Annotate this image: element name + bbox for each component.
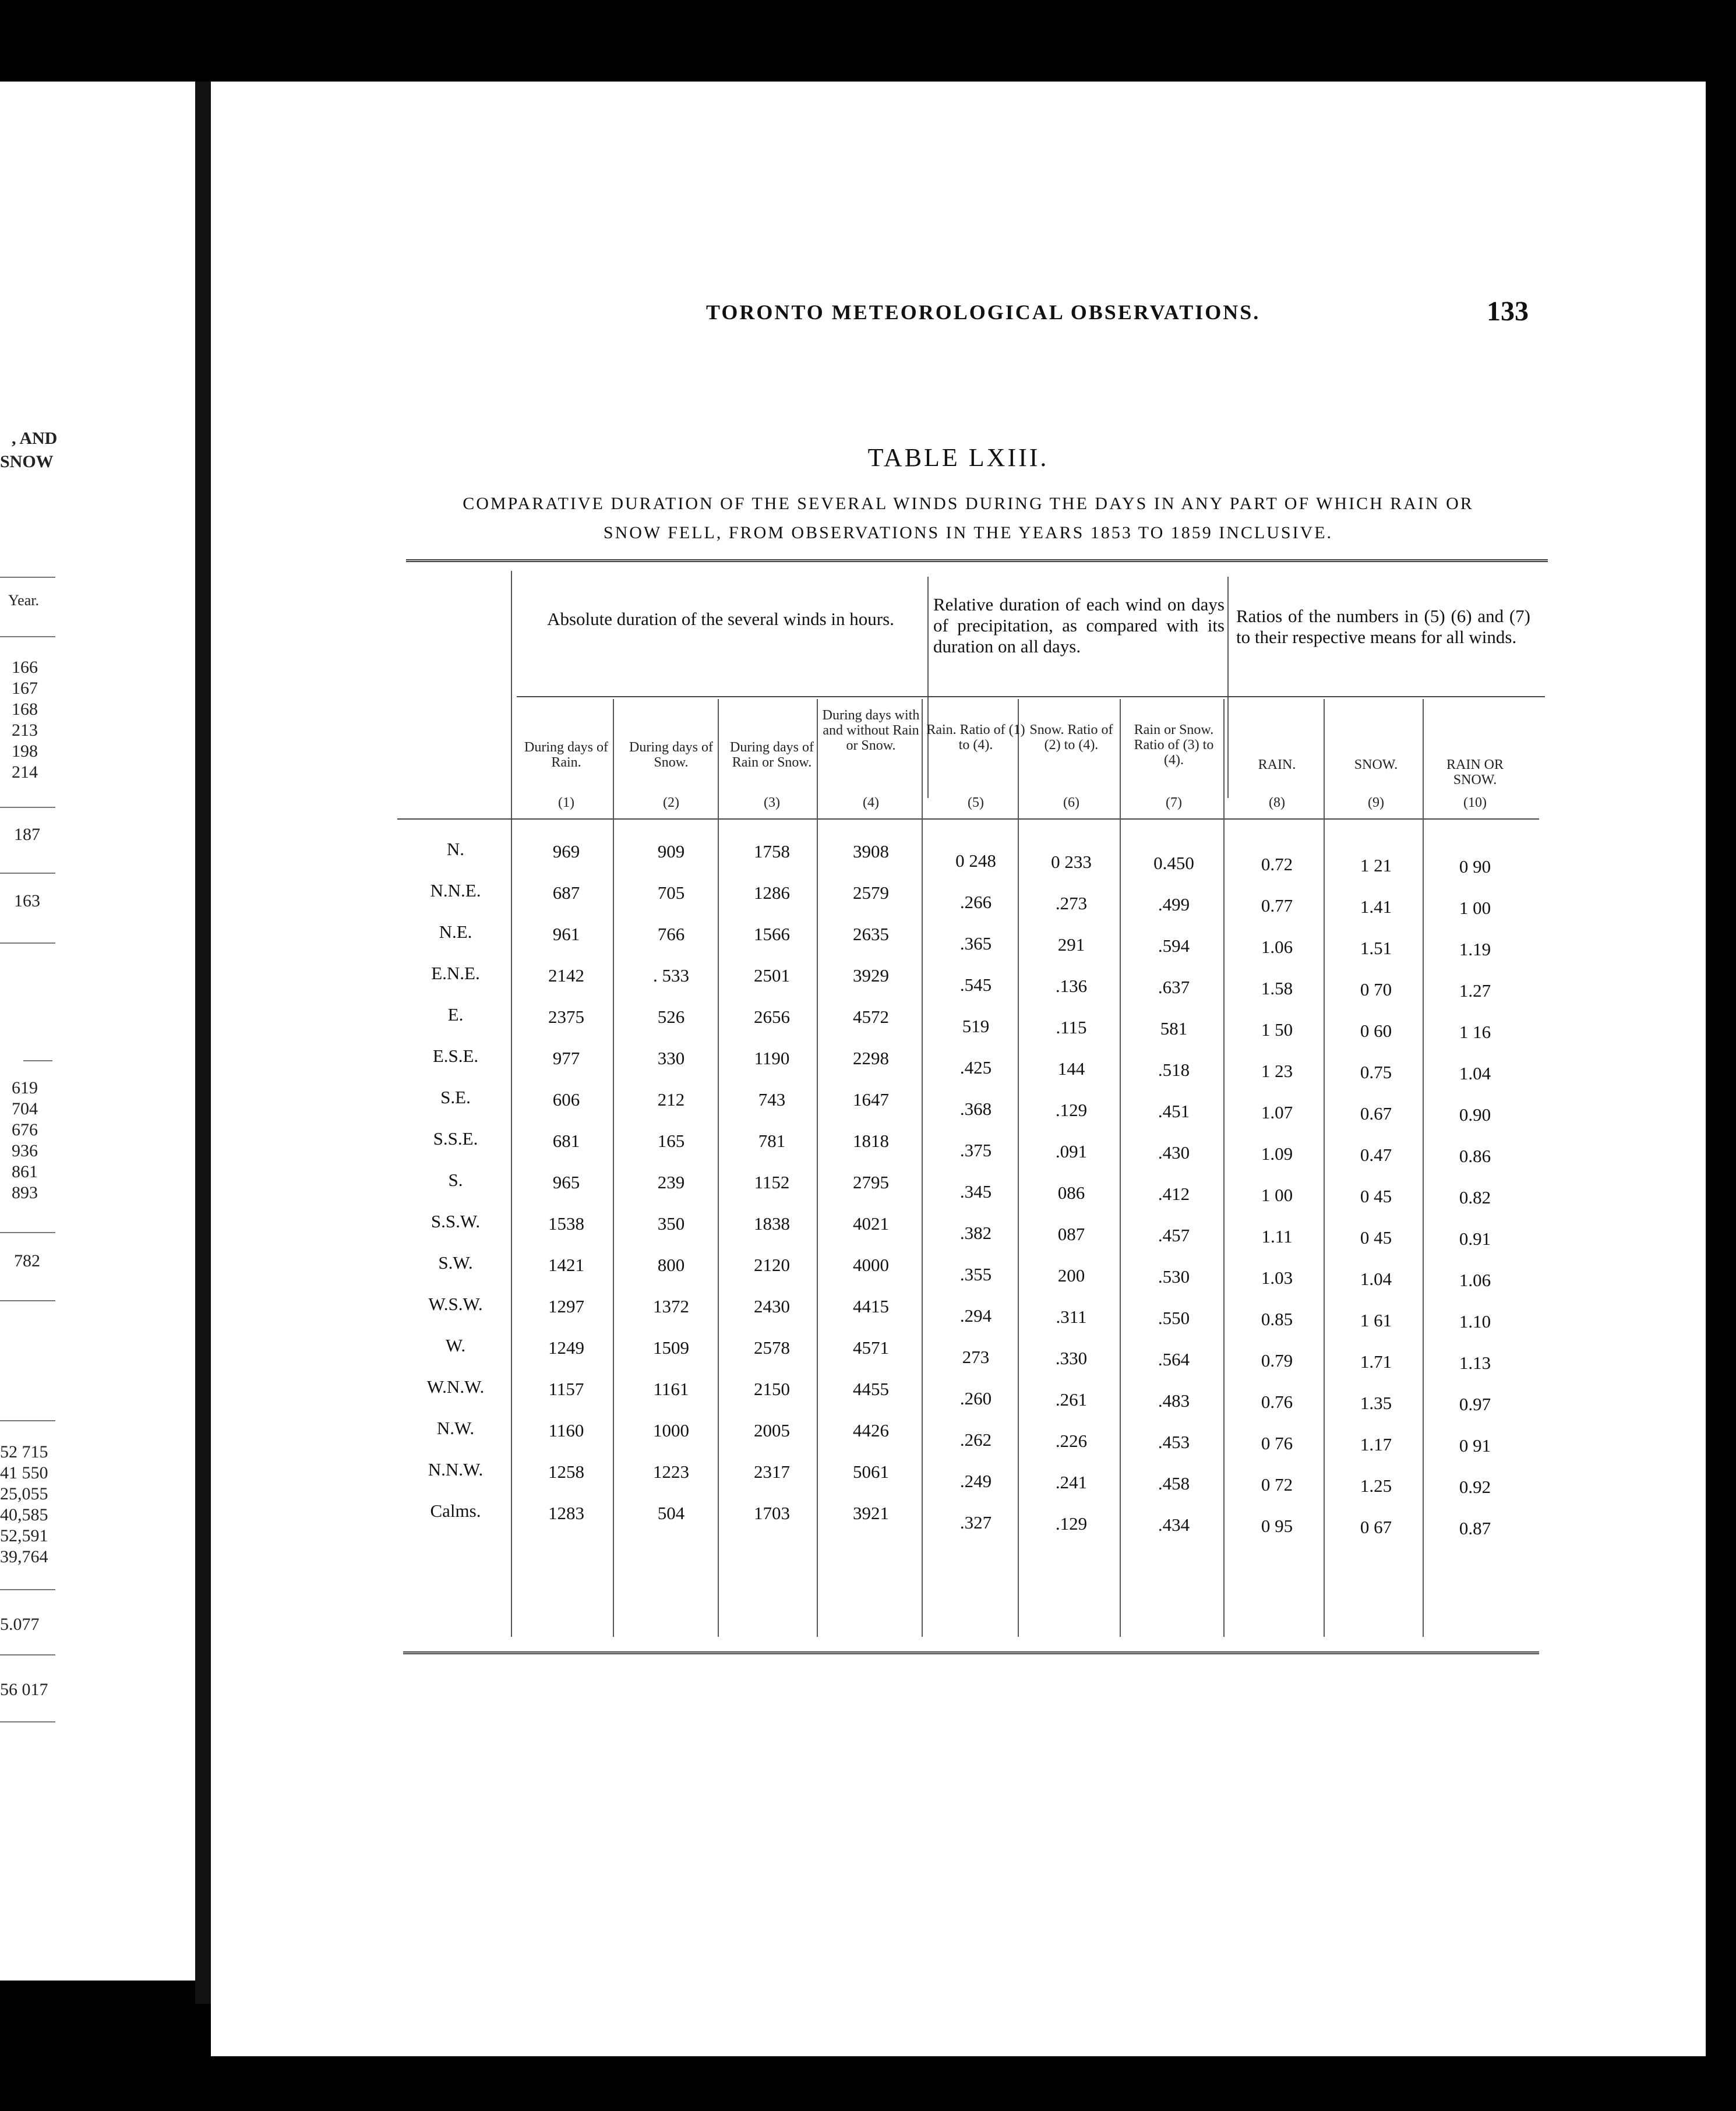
table-cell: 2501 (754, 965, 790, 986)
column-divider (817, 699, 818, 1637)
table-cell: .266 (959, 892, 992, 912)
table-cell: 1 23 (1261, 1061, 1293, 1081)
table-cell: 0.72 (1261, 854, 1293, 874)
table-cell: 0.450 (1153, 853, 1194, 873)
table-cell: .453 (1158, 1432, 1190, 1452)
table-cell: 1.17 (1360, 1434, 1392, 1455)
table-cell: 0 72 (1261, 1474, 1293, 1495)
table-cell: .564 (1158, 1349, 1190, 1369)
left-block-3 (0, 1442, 48, 1568)
table-cell: .330 (1055, 1348, 1088, 1368)
table-cell: 1283 (548, 1503, 584, 1523)
table-cell: .249 (959, 1471, 992, 1491)
table-cell: 681 (552, 1131, 580, 1151)
wind-duration-table (211, 82, 1706, 2056)
table-cell: 3921 (853, 1503, 889, 1523)
table-cell: 1 50 (1261, 1019, 1293, 1040)
table-cell: 1.58 (1261, 978, 1293, 998)
table-cell: 1190 (754, 1048, 790, 1068)
column-header-9: SNOW. (1354, 757, 1398, 772)
table-cell: 1.27 (1459, 980, 1491, 1001)
group-header-ratios: Ratios of the numbers in (5) (6) and (7) to their respective means for all winds. (1236, 606, 1530, 647)
table-cell: 0 60 (1360, 1021, 1392, 1041)
left-value: 167 (12, 679, 38, 698)
table-cell: 0.75 (1360, 1062, 1392, 1082)
column-header-6: Snow. Ratio of (2) to (4). (1029, 722, 1113, 753)
table-cell: 4426 (853, 1420, 889, 1441)
table-cell: 0 67 (1360, 1517, 1392, 1537)
table-cell: 1509 (653, 1337, 689, 1358)
column-header-8: RAIN. (1258, 757, 1296, 772)
table-cell: 086 (1057, 1182, 1085, 1203)
subtitle-line-1: COMPARATIVE DURATION OF THE SEVERAL WINDS DURING THE DAYS IN ANY PART OF WHICH RAIN OR (463, 494, 1474, 513)
table-cell: 977 (552, 1048, 580, 1068)
table-cell: .412 (1158, 1184, 1190, 1204)
table-cell: 1161 (653, 1379, 689, 1399)
table-cell: .637 (1158, 977, 1190, 997)
table-cell: .375 (959, 1140, 992, 1160)
table-bottom-rule (403, 1651, 1539, 1654)
table-cell: . 533 (653, 965, 689, 986)
table-cell: 3908 (853, 841, 889, 862)
table-cell: 766 (657, 924, 685, 944)
table-cell: 0 90 (1459, 856, 1491, 877)
left-page-fragment (0, 82, 195, 1981)
table-cell: 0 248 (955, 850, 996, 871)
table-cell: 1.07 (1261, 1102, 1293, 1122)
table-cell: 0.77 (1261, 895, 1293, 916)
column-header-1: During days of Rain. (524, 740, 608, 770)
table-cell: 0.87 (1459, 1518, 1491, 1538)
column-header-4: During days with and without Rain or Snow. (822, 708, 920, 753)
left-value: 52,591 (0, 1526, 48, 1545)
table-cell: 1.71 (1360, 1351, 1392, 1372)
table-cell: 0 45 (1360, 1227, 1392, 1248)
column-divider (1324, 699, 1325, 1637)
table-cell: 0.67 (1360, 1103, 1392, 1124)
table-cell: 0.82 (1459, 1187, 1491, 1208)
table-cell: 2142 (548, 965, 584, 986)
running-head: TORONTO METEOROLOGICAL OBSERVATIONS. (706, 301, 1261, 324)
table-cell: 1286 (754, 882, 790, 903)
table-cell: 0.97 (1459, 1394, 1491, 1414)
left-value: 861 (12, 1162, 38, 1181)
table-cell: 1152 (754, 1172, 790, 1192)
left-value: 56 017 (0, 1680, 48, 1699)
column-number-7: (7) (1166, 795, 1182, 810)
table-cell: 965 (552, 1172, 580, 1192)
left-value: 52 715 (0, 1442, 48, 1462)
left-value: 704 (12, 1099, 38, 1118)
table-cell: 239 (657, 1172, 685, 1192)
column-number-6: (6) (1063, 795, 1079, 810)
table-cell: 961 (552, 924, 580, 944)
table-cell: .530 (1158, 1266, 1190, 1287)
wind-direction-label: S.E. (440, 1087, 471, 1107)
table-cell: .241 (1055, 1472, 1088, 1492)
table-cell: .457 (1158, 1225, 1190, 1245)
table-cell: .261 (1055, 1389, 1088, 1410)
book-gutter (195, 82, 211, 2004)
table-cell: 0.85 (1261, 1309, 1293, 1329)
left-value: 5.077 (0, 1615, 40, 1634)
column-number-4: (4) (863, 795, 879, 810)
wind-direction-label: N. (446, 839, 465, 859)
wind-direction-label: S.W. (438, 1252, 473, 1273)
table-cell: 350 (657, 1213, 685, 1234)
page-number: 133 (1487, 296, 1529, 327)
table-cell: 1.04 (1360, 1269, 1392, 1289)
table-cell: .451 (1158, 1101, 1190, 1121)
table-cell: 0.92 (1459, 1477, 1491, 1497)
table-cell: 606 (552, 1089, 580, 1110)
table-cell: .115 (1056, 1017, 1087, 1037)
table-title: TABLE LXIII. (867, 443, 1049, 472)
wind-direction-label: E.S.E. (432, 1046, 479, 1066)
table-cell: 3929 (853, 965, 889, 986)
table-cell: 2579 (853, 882, 889, 903)
table-cell: 4000 (853, 1255, 889, 1275)
left-value: 213 (12, 721, 38, 740)
table-cell: .425 (959, 1057, 992, 1078)
table-cell: .382 (959, 1223, 992, 1243)
column-divider (1223, 699, 1225, 1637)
column-number-9: (9) (1368, 795, 1384, 810)
table-cell: 1566 (754, 924, 790, 944)
table-cell: 781 (758, 1131, 786, 1151)
column-number-3: (3) (764, 795, 780, 810)
column-number-2: (2) (663, 795, 679, 810)
wind-direction-label: N.E. (439, 922, 472, 942)
table-cell: 1703 (754, 1503, 790, 1523)
table-cell: 165 (657, 1131, 685, 1151)
table-cell: .273 (1055, 893, 1088, 913)
table-cell: .262 (959, 1429, 992, 1450)
table-cell: 1372 (653, 1296, 689, 1316)
table-cell: 2430 (754, 1296, 790, 1316)
table-cell: 687 (552, 882, 580, 903)
left-value: 166 (12, 658, 38, 677)
column-header-2: During days of Snow. (629, 740, 713, 770)
table-cell: .430 (1158, 1142, 1190, 1163)
table-cell: .365 (959, 933, 992, 954)
left-col-header: Year. (8, 592, 39, 609)
table-cell: 1258 (548, 1462, 584, 1482)
table-cell: 909 (657, 841, 685, 862)
group-header-relative: Relative duration of each wind on days of precipitation, as compared with its duration on all days. (933, 594, 1225, 656)
table-cell: 1.25 (1360, 1475, 1392, 1496)
table-cell: 1 16 (1459, 1022, 1491, 1042)
wind-direction-label: N.N.W. (428, 1459, 484, 1480)
table-cell: .129 (1055, 1513, 1088, 1534)
left-value: 168 (12, 700, 38, 719)
table-cell: .129 (1055, 1100, 1088, 1120)
table-cell: 2795 (853, 1172, 889, 1192)
table-cell: 1000 (653, 1420, 689, 1441)
table-cell: 800 (657, 1255, 685, 1275)
table-cell: .226 (1055, 1431, 1088, 1451)
table-cell: 2150 (754, 1379, 790, 1399)
table-cell: 212 (657, 1089, 685, 1110)
table-cell: 1.11 (1261, 1226, 1293, 1247)
table-cell: .458 (1158, 1473, 1190, 1494)
table-cell: 4415 (853, 1296, 889, 1316)
column-divider (1120, 699, 1121, 1637)
wind-direction-label: Calms. (430, 1501, 481, 1521)
table-cell: 2120 (754, 1255, 790, 1275)
left-block-2 (12, 1078, 38, 1203)
table-cell: 0 76 (1261, 1433, 1293, 1453)
left-value: 41 550 (0, 1463, 48, 1482)
left-value: 782 (14, 1251, 40, 1270)
table-cell: 1157 (548, 1379, 584, 1399)
table-cell: 0.86 (1459, 1146, 1491, 1166)
table-cell: .545 (959, 975, 992, 995)
table-cell: 1160 (548, 1420, 584, 1441)
table-cell: 1249 (548, 1337, 584, 1358)
table-cell: 2656 (754, 1007, 790, 1027)
table-cell: .311 (1056, 1307, 1087, 1327)
left-value: 163 (14, 891, 40, 910)
column-divider (1018, 699, 1019, 1637)
table-cell: 526 (657, 1007, 685, 1027)
table-cell: 1 21 (1360, 855, 1392, 876)
column-number-10: (10) (1463, 795, 1487, 810)
table-cell: 504 (657, 1503, 685, 1523)
table-cell: .327 (959, 1512, 992, 1533)
table-cell: 1 61 (1360, 1310, 1392, 1330)
table-cell: 581 (1160, 1018, 1188, 1039)
table-cell: 1.04 (1459, 1063, 1491, 1083)
table-cell: 1.51 (1360, 938, 1392, 958)
table-cell: 0.79 (1261, 1350, 1293, 1371)
table-cell: 2375 (548, 1007, 584, 1027)
table-cell: 4021 (853, 1213, 889, 1234)
left-value: 936 (12, 1141, 38, 1160)
table-cell: 705 (657, 882, 685, 903)
wind-direction-label: W.N.W. (426, 1376, 485, 1397)
table-cell: 1 00 (1261, 1185, 1293, 1205)
column-number-8: (8) (1269, 795, 1285, 810)
table-cell: 743 (758, 1089, 786, 1110)
table-cell: 1838 (754, 1213, 790, 1234)
table-cell: 1818 (853, 1131, 889, 1151)
column-divider (922, 699, 923, 1637)
left-value: 187 (14, 825, 40, 844)
left-value: 893 (12, 1183, 38, 1202)
table-cell: 1.10 (1459, 1311, 1491, 1332)
subtitle-line-2: SNOW FELL, FROM OBSERVATIONS IN THE YEARS 1853 TO 1859 INCLUSIVE. (603, 523, 1333, 542)
table-cell: 0 233 (1051, 852, 1092, 872)
table-cell: .499 (1158, 894, 1190, 915)
table-cell: .091 (1055, 1141, 1088, 1162)
table-cell: .518 (1158, 1060, 1190, 1080)
left-value: 676 (12, 1120, 38, 1139)
table-cell: 087 (1057, 1224, 1085, 1244)
table-cell: 4571 (853, 1337, 889, 1358)
table-cell: 5061 (853, 1462, 889, 1482)
left-value: 25,055 (0, 1484, 48, 1503)
table-cell: 330 (657, 1048, 685, 1068)
table-cell: .550 (1158, 1308, 1190, 1328)
table-cell: .136 (1055, 976, 1088, 996)
left-heading-line-1: , AND (12, 429, 58, 448)
table-cell: 0.76 (1261, 1392, 1293, 1412)
wind-direction-label: W.S.W. (428, 1294, 483, 1314)
table-cell: 1297 (548, 1296, 584, 1316)
column-divider (613, 699, 614, 1637)
table-cell: 0 91 (1459, 1435, 1491, 1456)
table-cell: 1.41 (1360, 896, 1392, 917)
table-cell: 1.13 (1459, 1353, 1491, 1373)
wind-direction-label: S.S.W. (431, 1211, 481, 1231)
table-cell: .368 (959, 1099, 992, 1119)
table-cell: 1421 (548, 1255, 584, 1275)
wind-direction-label: N.N.E. (430, 880, 481, 901)
table-cell: 1.03 (1261, 1268, 1293, 1288)
table-cell: 1647 (853, 1089, 889, 1110)
table-cell: 2005 (754, 1420, 790, 1441)
column-header-10: RAIN OR SNOW. (1446, 757, 1504, 788)
table-cell: 1223 (653, 1462, 689, 1482)
wind-direction-label: E.N.E. (431, 963, 480, 983)
table-cell: 2317 (754, 1462, 790, 1482)
table-cell: 2578 (754, 1337, 790, 1358)
column-header-5: Rain. Ratio of (1) to (4). (926, 722, 1025, 753)
table-cell: 1.19 (1459, 939, 1491, 959)
table-cell: 1538 (548, 1213, 584, 1234)
table-cell: 969 (552, 841, 580, 862)
table-cell: .355 (959, 1264, 992, 1284)
table-cell: 0 70 (1360, 979, 1392, 1000)
left-value: 198 (12, 742, 38, 761)
table-cell: 291 (1057, 934, 1085, 955)
wind-direction-label: E. (447, 1004, 464, 1025)
table-cell: .434 (1158, 1515, 1190, 1535)
column-header-7: Rain or Snow. Ratio of (3) to (4). (1134, 722, 1214, 768)
left-value: 619 (12, 1078, 38, 1097)
wind-direction-label: W. (445, 1335, 466, 1355)
right-page (211, 82, 1706, 2056)
table-cell: 0.47 (1360, 1145, 1392, 1165)
table-cell: 1.09 (1261, 1143, 1293, 1164)
table-cell: 0.91 (1459, 1229, 1491, 1249)
left-value: 39,764 (0, 1547, 48, 1566)
wind-direction-label: S. (448, 1170, 463, 1190)
table-cell: 1758 (754, 841, 790, 862)
table-cell: 1 00 (1459, 898, 1491, 918)
column-header-3: During days of Rain or Snow. (730, 740, 814, 770)
table-cell: 1.06 (1459, 1270, 1491, 1290)
column-number-1: (1) (558, 795, 574, 810)
table-cell: 200 (1057, 1265, 1085, 1286)
table-cell: 0.90 (1459, 1104, 1491, 1125)
table-cell: 1.35 (1360, 1393, 1392, 1413)
left-heading-line-2: SNOW (0, 452, 54, 471)
table-cell: 1.06 (1261, 937, 1293, 957)
table-cell: .594 (1158, 936, 1190, 956)
group-header-absolute: Absolute duration of the several winds in hours. (547, 609, 894, 629)
table-cell: 4455 (853, 1379, 889, 1399)
table-cell: 2635 (853, 924, 889, 944)
left-value: 214 (12, 762, 38, 782)
table-cell: 0 45 (1360, 1186, 1392, 1206)
table-cell: .294 (959, 1305, 992, 1326)
left-value: 40,585 (0, 1505, 48, 1524)
left-block-1 (12, 657, 38, 783)
table-cell: 4572 (853, 1007, 889, 1027)
table-cell: 519 (962, 1016, 990, 1036)
table-cell: .260 (959, 1388, 992, 1408)
wind-direction-label: N.W. (436, 1418, 475, 1438)
column-number-5: (5) (968, 795, 984, 810)
table-cell: .345 (959, 1181, 992, 1202)
table-cell: 2298 (853, 1048, 889, 1068)
table-cell: .483 (1158, 1390, 1190, 1411)
table-cell: 0 95 (1261, 1516, 1293, 1536)
wind-direction-label: S.S.E. (433, 1128, 478, 1149)
table-cell: 144 (1057, 1058, 1085, 1079)
table-cell: 273 (962, 1347, 990, 1367)
column-divider (718, 699, 719, 1637)
